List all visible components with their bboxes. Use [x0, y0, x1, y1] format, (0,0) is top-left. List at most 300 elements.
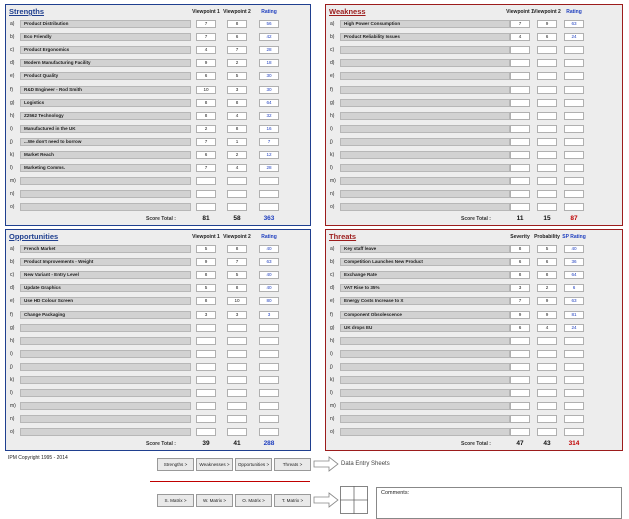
table-row	[6, 202, 310, 213]
description-field[interactable]: Product Quality	[20, 72, 191, 80]
rating-field	[564, 164, 584, 172]
row-letter: f)	[10, 86, 14, 93]
value-2-field[interactable]: 9	[537, 20, 557, 28]
rating-field: 28	[259, 46, 279, 54]
table-row	[326, 137, 622, 148]
table-row	[326, 270, 622, 281]
value-1-field[interactable]: 7	[510, 20, 530, 28]
value-1-field[interactable]	[510, 46, 530, 54]
description-field[interactable]	[20, 415, 191, 423]
description-field[interactable]: Product Ergonomics	[20, 46, 191, 54]
value-1-field[interactable]	[196, 428, 216, 436]
value-1-field[interactable]	[196, 203, 216, 211]
value-1-field[interactable]	[510, 177, 530, 185]
value-2-field[interactable]: 7	[227, 46, 247, 54]
value-2-field[interactable]: 2	[227, 59, 247, 67]
value-2-field[interactable]	[537, 112, 557, 120]
value-1-field[interactable]	[510, 363, 530, 371]
value-1-field[interactable]	[196, 376, 216, 384]
value-1-field[interactable]	[510, 164, 530, 172]
description-field[interactable]	[340, 112, 510, 120]
description-field[interactable]	[340, 350, 510, 358]
opportunities-title: Opportunities	[9, 232, 59, 241]
description-field[interactable]	[340, 72, 510, 80]
value-2-field[interactable]	[537, 376, 557, 384]
row-letter: e)	[330, 298, 335, 305]
rating-field: 28	[259, 164, 279, 172]
weaknesses-button[interactable]: Weaknesses >	[196, 458, 233, 471]
value-2-field[interactable]	[537, 389, 557, 397]
description-field[interactable]: Change Packaging	[20, 311, 191, 319]
rating-field	[259, 203, 279, 211]
description-field[interactable]: Modern Manufacturing Facility	[20, 59, 191, 67]
value-1-field[interactable]	[510, 86, 530, 94]
row-letter: k)	[10, 377, 15, 383]
value-1-field[interactable]	[510, 389, 530, 397]
o-matrix-button[interactable]: O. Matrix >	[235, 494, 272, 507]
table-row	[6, 32, 310, 43]
row-letter: l)	[330, 390, 333, 397]
total-2: 43	[543, 440, 551, 447]
table-row	[6, 98, 310, 109]
table-row	[326, 176, 622, 187]
table-row	[6, 176, 310, 187]
description-field[interactable]	[340, 363, 510, 371]
description-field[interactable]: VAT Rise to 35%	[340, 284, 510, 292]
description-field[interactable]: French Market	[20, 245, 191, 253]
table-row	[326, 150, 622, 161]
value-1-field[interactable]: 9	[196, 258, 216, 266]
value-2-field[interactable]	[537, 428, 557, 436]
value-1-field[interactable]	[510, 99, 530, 107]
rating-field	[564, 138, 584, 146]
row-letter: c)	[330, 47, 335, 54]
value-1-field[interactable]	[196, 415, 216, 423]
col-header-2: Viewpoint 2	[223, 9, 251, 15]
col-header-2: Probability	[534, 234, 560, 240]
divider-line	[150, 481, 310, 482]
value-2-field[interactable]	[537, 164, 557, 172]
row-letter: f)	[330, 86, 334, 93]
value-1-field[interactable]: 8	[196, 271, 216, 279]
total-1: 81	[202, 215, 210, 222]
value-1-field[interactable]	[196, 324, 216, 332]
description-field[interactable]: Key staff leave	[340, 245, 510, 253]
description-field[interactable]: Energy Costs Increase to X	[340, 297, 510, 305]
description-field[interactable]	[340, 337, 510, 345]
value-2-field[interactable]	[227, 203, 247, 211]
value-2-field[interactable]: 8	[227, 99, 247, 107]
value-1-field[interactable]	[196, 177, 216, 185]
description-field[interactable]	[340, 203, 510, 211]
total-rating: 314	[568, 440, 580, 447]
row-letter: c)	[10, 47, 15, 54]
rating-field	[564, 177, 584, 185]
description-field[interactable]: Manufactured in the UK	[20, 125, 191, 133]
row-letter: g)	[330, 99, 335, 106]
rating-field: 63	[564, 297, 584, 305]
strengths-button[interactable]: Strengths >	[157, 458, 194, 471]
value-2-field[interactable]: 5	[227, 271, 247, 279]
value-1-field[interactable]	[510, 138, 530, 146]
description-field[interactable]: Z2562 Technology	[20, 112, 191, 120]
value-1-field[interactable]: 7	[196, 20, 216, 28]
table-row	[6, 414, 310, 425]
value-2-field[interactable]: 9	[537, 311, 557, 319]
description-field[interactable]	[20, 177, 191, 185]
table-row	[326, 111, 622, 122]
row-letter: k)	[330, 152, 335, 158]
rating-field: 6	[564, 284, 584, 292]
value-1-field[interactable]	[510, 402, 530, 410]
value-2-field[interactable]: 3	[227, 311, 247, 319]
value-2-field[interactable]	[227, 415, 247, 423]
w-matrix-button[interactable]: W. Matrix >	[196, 494, 233, 507]
value-1-field[interactable]	[510, 415, 530, 423]
value-2-field[interactable]	[227, 177, 247, 185]
table-row	[6, 401, 310, 412]
row-letter: b)	[330, 34, 335, 41]
row-letter: j)	[10, 363, 13, 370]
value-2-field[interactable]: 8	[227, 20, 247, 28]
value-1-field[interactable]: 8	[196, 112, 216, 120]
matrix-grid-icon	[340, 486, 368, 514]
description-field[interactable]	[340, 428, 510, 436]
row-letter: c)	[330, 272, 335, 279]
value-1-field[interactable]	[510, 350, 530, 358]
description-field[interactable]	[340, 177, 510, 185]
value-2-field[interactable]	[537, 190, 557, 198]
value-1-field[interactable]: 7	[196, 164, 216, 172]
description-field[interactable]: Update Graphics	[20, 284, 191, 292]
value-2-field[interactable]: 2	[227, 151, 247, 159]
value-1-field[interactable]	[196, 190, 216, 198]
value-1-field[interactable]	[196, 337, 216, 345]
description-field[interactable]	[340, 59, 510, 67]
rating-field: 18	[259, 59, 279, 67]
value-2-field[interactable]	[227, 350, 247, 358]
value-2-field[interactable]	[537, 138, 557, 146]
rating-field	[564, 46, 584, 54]
threats-button[interactable]: Threats >	[274, 458, 311, 471]
value-1-field[interactable]	[510, 428, 530, 436]
value-1-field[interactable]: 7	[196, 138, 216, 146]
description-field[interactable]	[20, 428, 191, 436]
table-row	[326, 85, 622, 96]
value-2-field[interactable]	[537, 99, 557, 107]
row-letter: m)	[330, 178, 336, 185]
table-row	[6, 189, 310, 200]
row-letter: g)	[10, 99, 15, 106]
table-row	[326, 427, 622, 438]
value-1-field[interactable]: 2	[196, 125, 216, 133]
threats-title: Threats	[329, 232, 357, 241]
rating-field: 3	[259, 311, 279, 319]
description-field[interactable]	[340, 190, 510, 198]
value-2-field[interactable]	[227, 363, 247, 371]
value-2-field[interactable]	[537, 402, 557, 410]
description-field[interactable]: Market Reach	[20, 151, 191, 159]
description-field[interactable]: ...We don't need to borrow	[20, 138, 191, 146]
table-row	[326, 349, 622, 360]
description-field[interactable]: Product Improvements - Weight	[20, 258, 191, 266]
comments-box[interactable]	[376, 487, 622, 519]
value-2-field[interactable]	[227, 337, 247, 345]
value-1-field[interactable]: 6	[510, 258, 530, 266]
table-row	[6, 19, 310, 30]
value-2-field[interactable]	[537, 337, 557, 345]
value-2-field[interactable]	[537, 59, 557, 67]
rating-field	[259, 190, 279, 198]
description-field[interactable]	[340, 125, 510, 133]
value-2-field[interactable]: 8	[537, 271, 557, 279]
description-field[interactable]: Exchange Rate	[340, 271, 510, 279]
row-letter: d)	[330, 285, 335, 292]
value-1-field[interactable]	[510, 376, 530, 384]
table-row	[326, 202, 622, 213]
value-1-field[interactable]: 3	[510, 284, 530, 292]
rating-field: 42	[259, 33, 279, 41]
value-2-field[interactable]: 8	[227, 125, 247, 133]
value-2-field[interactable]: 2	[537, 284, 557, 292]
table-row	[6, 427, 310, 438]
rating-field	[564, 389, 584, 397]
value-2-field[interactable]	[537, 86, 557, 94]
opportunities-button[interactable]: Opportunities >	[235, 458, 272, 471]
value-1-field[interactable]	[510, 112, 530, 120]
col-header-rating: Rating	[261, 234, 277, 240]
description-field[interactable]	[20, 376, 191, 384]
row-letter: m)	[10, 178, 16, 185]
value-1-field[interactable]: 8	[196, 297, 216, 305]
description-field[interactable]	[20, 363, 191, 371]
value-1-field[interactable]: 8	[196, 99, 216, 107]
value-1-field[interactable]	[510, 151, 530, 159]
row-letter: f)	[10, 311, 14, 318]
rating-field	[564, 402, 584, 410]
description-field[interactable]	[340, 138, 510, 146]
description-field[interactable]	[20, 402, 191, 410]
value-2-field[interactable]	[537, 72, 557, 80]
table-row	[6, 45, 310, 56]
description-field[interactable]	[340, 402, 510, 410]
row-letter: o)	[330, 204, 335, 211]
row-letter: c)	[10, 272, 15, 279]
row-letter: b)	[10, 259, 15, 266]
value-2-field[interactable]	[227, 376, 247, 384]
value-2-field[interactable]: 5	[537, 245, 557, 253]
value-1-field[interactable]	[196, 350, 216, 358]
value-1-field[interactable]	[510, 125, 530, 133]
rating-field: 40	[564, 245, 584, 253]
row-letter: j)	[330, 363, 333, 370]
value-2-field[interactable]	[227, 402, 247, 410]
value-1-field[interactable]: 8	[510, 271, 530, 279]
score-total-label: Score Total :	[461, 441, 491, 447]
description-field[interactable]	[340, 46, 510, 54]
description-field[interactable]	[20, 350, 191, 358]
description-field[interactable]	[340, 86, 510, 94]
description-field[interactable]	[340, 389, 510, 397]
description-field[interactable]: New Variant - Entry Level	[20, 271, 191, 279]
value-1-field[interactable]: 4	[510, 33, 530, 41]
value-2-field[interactable]: 4	[537, 324, 557, 332]
value-2-field[interactable]: 6	[227, 33, 247, 41]
value-2-field[interactable]: 5	[227, 72, 247, 80]
value-2-field[interactable]: 4	[227, 112, 247, 120]
value-2-field[interactable]: 6	[537, 258, 557, 266]
value-2-field[interactable]	[537, 151, 557, 159]
total-2: 58	[233, 215, 241, 222]
rating-field: 80	[259, 297, 279, 305]
table-row	[6, 71, 310, 82]
value-2-field[interactable]	[537, 203, 557, 211]
description-field[interactable]	[20, 203, 191, 211]
value-2-field[interactable]: 6	[537, 33, 557, 41]
table-row	[6, 85, 310, 96]
value-2-field[interactable]	[227, 190, 247, 198]
row-letter: g)	[330, 324, 335, 331]
score-total-label: Score Total :	[461, 216, 491, 222]
value-1-field[interactable]	[196, 389, 216, 397]
value-1-field[interactable]: 8	[510, 245, 530, 253]
value-2-field[interactable]	[227, 389, 247, 397]
value-1-field[interactable]: 6	[196, 151, 216, 159]
value-1-field[interactable]	[510, 337, 530, 345]
value-2-field[interactable]: 8	[227, 245, 247, 253]
t-matrix-button[interactable]: T. Matrix >	[274, 494, 311, 507]
table-row	[6, 388, 310, 399]
value-2-field[interactable]	[537, 415, 557, 423]
row-letter: a)	[330, 246, 335, 252]
value-1-field[interactable]: 5	[196, 284, 216, 292]
description-field[interactable]	[340, 415, 510, 423]
value-2-field[interactable]: 10	[227, 297, 247, 305]
value-2-field[interactable]: 7	[227, 258, 247, 266]
description-field[interactable]	[20, 324, 191, 332]
row-letter: o)	[10, 204, 15, 211]
description-field[interactable]: Product Distribution	[20, 20, 191, 28]
table-row	[6, 124, 310, 135]
value-1-field[interactable]	[510, 59, 530, 67]
description-field[interactable]: Use HD Colour Screen	[20, 297, 191, 305]
rating-field	[564, 151, 584, 159]
value-1-field[interactable]: 10	[196, 86, 216, 94]
value-2-field[interactable]	[227, 428, 247, 436]
value-1-field[interactable]: 4	[196, 46, 216, 54]
description-field[interactable]	[340, 164, 510, 172]
value-2-field[interactable]	[537, 350, 557, 358]
value-1-field[interactable]: 7	[196, 33, 216, 41]
value-1-field[interactable]: 6	[196, 72, 216, 80]
s-matrix-button[interactable]: S. Matrix >	[157, 494, 194, 507]
description-field[interactable]	[340, 99, 510, 107]
value-1-field[interactable]: 3	[196, 311, 216, 319]
description-field[interactable]	[340, 151, 510, 159]
value-1-field[interactable]: 5	[196, 245, 216, 253]
table-row	[326, 244, 622, 255]
rating-field: 30	[259, 86, 279, 94]
value-2-field[interactable]: 3	[227, 86, 247, 94]
rating-field: 24	[564, 33, 584, 41]
description-field[interactable]	[20, 337, 191, 345]
table-row	[326, 414, 622, 425]
description-field[interactable]: High Power Consumption	[340, 20, 510, 28]
table-row	[6, 336, 310, 347]
row-letter: h)	[10, 112, 15, 119]
copyright-text: IPM Copyright 1995 - 2014	[8, 455, 68, 461]
comments-label: Comments:	[381, 490, 410, 496]
description-field[interactable]	[20, 190, 191, 198]
value-2-field[interactable]: 8	[227, 284, 247, 292]
value-2-field[interactable]: 4	[227, 164, 247, 172]
description-field[interactable]: UK drops EU	[340, 324, 510, 332]
value-1-field[interactable]: 9	[510, 311, 530, 319]
col-header-1: Severity	[510, 234, 530, 240]
table-row	[326, 336, 622, 347]
rating-field	[564, 337, 584, 345]
description-field[interactable]: Product Reliability Issues	[340, 33, 510, 41]
threats-panel	[325, 229, 623, 451]
row-letter: l)	[330, 165, 333, 172]
value-1-field[interactable]	[196, 402, 216, 410]
row-letter: j)	[10, 138, 13, 145]
table-row	[326, 375, 622, 386]
value-2-field[interactable]	[537, 177, 557, 185]
table-row	[326, 124, 622, 135]
value-2-field[interactable]	[227, 324, 247, 332]
value-2-field[interactable]: 1	[227, 138, 247, 146]
value-1-field[interactable]: 7	[510, 297, 530, 305]
value-2-field[interactable]: 9	[537, 297, 557, 305]
value-1-field[interactable]	[510, 72, 530, 80]
row-letter: i)	[10, 350, 13, 357]
row-letter: h)	[330, 112, 335, 119]
total-rating: 288	[263, 440, 275, 447]
description-field[interactable]: Competition Launches New Product	[340, 258, 510, 266]
row-letter: h)	[10, 337, 15, 344]
description-field[interactable]: R&D Engineer - Rod Smith	[20, 86, 191, 94]
rating-field	[564, 363, 584, 371]
rating-field: 32	[259, 112, 279, 120]
rating-field: 40	[259, 271, 279, 279]
rating-field	[259, 428, 279, 436]
table-row	[6, 163, 310, 174]
description-field[interactable]	[340, 376, 510, 384]
value-1-field[interactable]	[510, 203, 530, 211]
row-letter: d)	[10, 285, 15, 292]
description-field[interactable]: Logistics	[20, 99, 191, 107]
rating-field	[564, 99, 584, 107]
value-1-field[interactable]: 6	[510, 324, 530, 332]
rating-field	[564, 415, 584, 423]
description-field[interactable]: Eco Friendly	[20, 33, 191, 41]
value-2-field[interactable]	[537, 363, 557, 371]
rating-field	[564, 125, 584, 133]
rating-field: 24	[564, 324, 584, 332]
row-letter: m)	[10, 403, 16, 410]
description-field[interactable]: Marketing Comms.	[20, 164, 191, 172]
value-1-field[interactable]	[510, 190, 530, 198]
value-2-field[interactable]	[537, 125, 557, 133]
description-field[interactable]	[20, 389, 191, 397]
description-field[interactable]: Component Obsolescence	[340, 311, 510, 319]
value-1-field[interactable]: 9	[196, 59, 216, 67]
value-1-field[interactable]	[196, 363, 216, 371]
value-2-field[interactable]	[537, 46, 557, 54]
table-row	[326, 45, 622, 56]
row-letter: i)	[330, 125, 333, 132]
